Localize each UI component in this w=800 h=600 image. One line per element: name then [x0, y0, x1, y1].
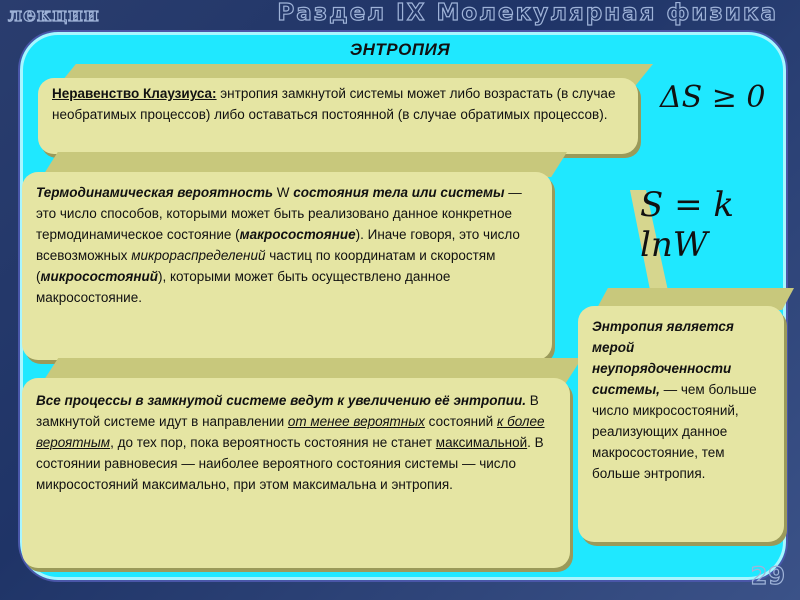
clausius-formula: ΔS ≥ 0 — [660, 80, 766, 115]
proc-text-1: В замкнутой системе идут в направлении — [36, 393, 539, 429]
microdistribution-term: микрораспределений — [131, 248, 266, 263]
proc-text-2: состояний — [424, 414, 497, 429]
prob-term: Термодинамическая вероятность — [36, 185, 273, 200]
processes-panel — [22, 358, 587, 568]
slide-title: ЭНТРОПИЯ — [349, 40, 451, 59]
section-title: Раздел IX Молекулярная физика — [277, 0, 778, 26]
microstate-term: микросостояний — [40, 269, 158, 284]
prob-text-3: частиц по координатам и скоростям ( — [36, 248, 496, 284]
processes-heading: Все процессы в замкнутой системе ведут к увеличению её энтропии. — [36, 393, 527, 408]
macrostate-term: макросостояние — [239, 227, 356, 242]
page-number: 29 — [750, 562, 786, 590]
prob-text-2: ). Иначе говоря, это число всевозможных — [36, 227, 520, 263]
proc-more-probable: к более вероятным — [36, 414, 545, 450]
prob-text-4: ), которыми может быть осуществлено данное макросостояние. — [36, 269, 451, 305]
disorder-heading: Энтропия является мерой неупорядоченности системы, — [592, 319, 734, 397]
proc-text-4: . В состоянии равновесия — наиболее вероятного состояния системы — число микросостояний максимально, при этом максимальна и энтропия. — [36, 435, 544, 492]
clausius-panel — [38, 64, 658, 159]
proc-maximal: максимальной — [435, 435, 528, 450]
probability-panel — [22, 152, 567, 362]
disorder-panel — [578, 288, 800, 546]
disorder-text — [578, 306, 784, 542]
disorder-body: — чем больше число микросостояний, реализующих данное макросостояние, тем больше энтропия. — [592, 382, 757, 481]
prob-text-1: — это число способов, которыми может быть реализовано данное конкретное термодинамическое состояние ( — [36, 185, 522, 242]
clausius-text — [38, 78, 638, 154]
prob-w: W — [273, 185, 294, 200]
clausius-definition: энтропия замкнутой системы может либо возрастать (в случае необратимых процессов) либо оставаться постоянной (в случае обратимых процессов). — [52, 86, 616, 122]
prob-term-2: состояния тела или системы — [293, 185, 505, 200]
proc-less-probable: от менее вероятных — [287, 414, 425, 429]
clausius-term: Неравенство Клаузиуса: — [52, 86, 217, 101]
proc-text-3: , до тех пор, пока вероятность состояния не станет — [110, 435, 436, 450]
lectures-link[interactable]: лекции — [8, 2, 100, 26]
boltzmann-formula: S = k lnW — [640, 185, 734, 265]
processes-text — [22, 378, 570, 568]
probability-text — [22, 172, 552, 360]
